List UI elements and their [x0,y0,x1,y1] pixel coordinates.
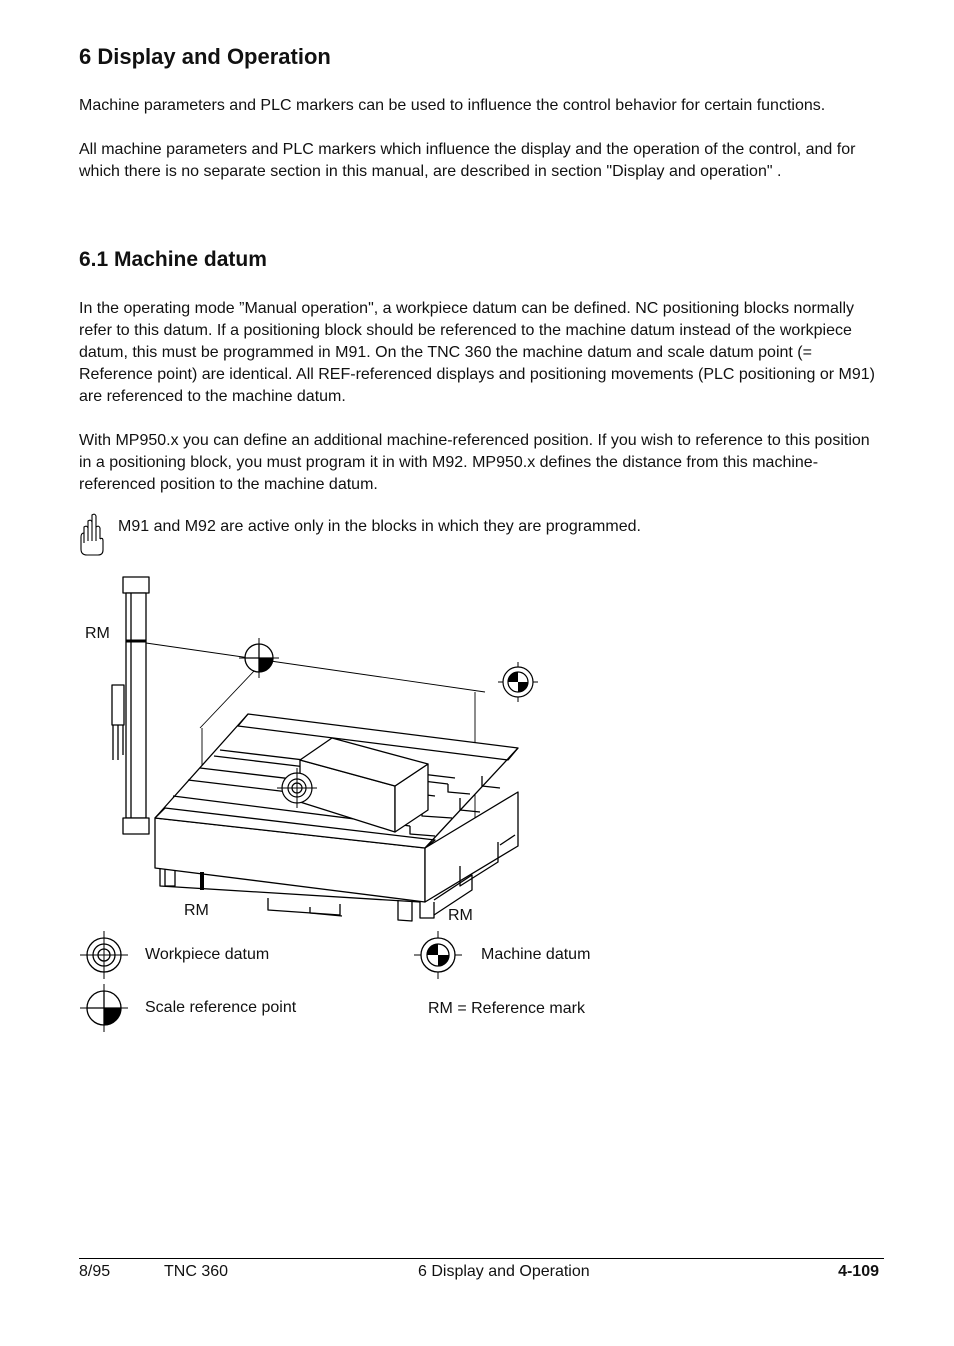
rm-label-right: RM [448,907,473,924]
workpiece-datum-icon [78,929,130,981]
machine-datum-icon [412,929,464,981]
rm-label-left: RM [184,902,209,919]
pointing-hand-icon [78,513,106,557]
section-paragraph-1: In the operating mode ”Manual operation", a workpiece datum can be defined. NC positioning blocks normally refer to this datum. If a positioning block should be referenced to the machine datum instead of the workpiece datum, this must be programmed in M91. On the TNC 360 the machine datum and scale datum point (= Reference point) are identical. All REF-referenced displays and positioning movements (PLC positioning or M91) are referenced to the machine datum. [79,300,875,405]
footer-model: TNC 360 [164,1263,229,1280]
legend-reference-mark: RM = Reference mark [428,1000,585,1017]
footer-date: 8/95 [79,1263,111,1280]
section-title: 6.1 Machine datum [79,248,267,271]
legend-workpiece-datum: Workpiece datum [145,946,270,963]
section-paragraph-2: With MP950.x you can define an additional machine-referenced position. If you wish to reference to this position in a positioning block, you must program it in with M92. MP950.x defines the distance from this machine-referenced position to the machine datum. [79,432,870,493]
intro-paragraph-2: All machine parameters and PLC markers which influence the display and the operation of the control, and for which there is no separate section in this manual, are described in section "Display and operation" . [79,141,856,180]
rm-label-scale: RM [85,625,110,642]
scale-reference-point-icon [78,982,130,1034]
footer-divider [79,1258,884,1259]
note-text: M91 and M92 are active only in the blocks in which they are programmed. [118,518,641,535]
legend-scale-reference-point: Scale reference point [145,999,297,1016]
intro-paragraph-1: Machine parameters and PLC markers can be used to influence the control behavior for certain functions. [79,97,826,114]
machine-datum-diagram [60,570,580,940]
legend-machine-datum: Machine datum [481,946,591,963]
footer-page-number: 4-109 [838,1263,879,1280]
page-title: 6 Display and Operation [79,44,331,69]
footer-chapter: 6 Display and Operation [418,1263,590,1280]
